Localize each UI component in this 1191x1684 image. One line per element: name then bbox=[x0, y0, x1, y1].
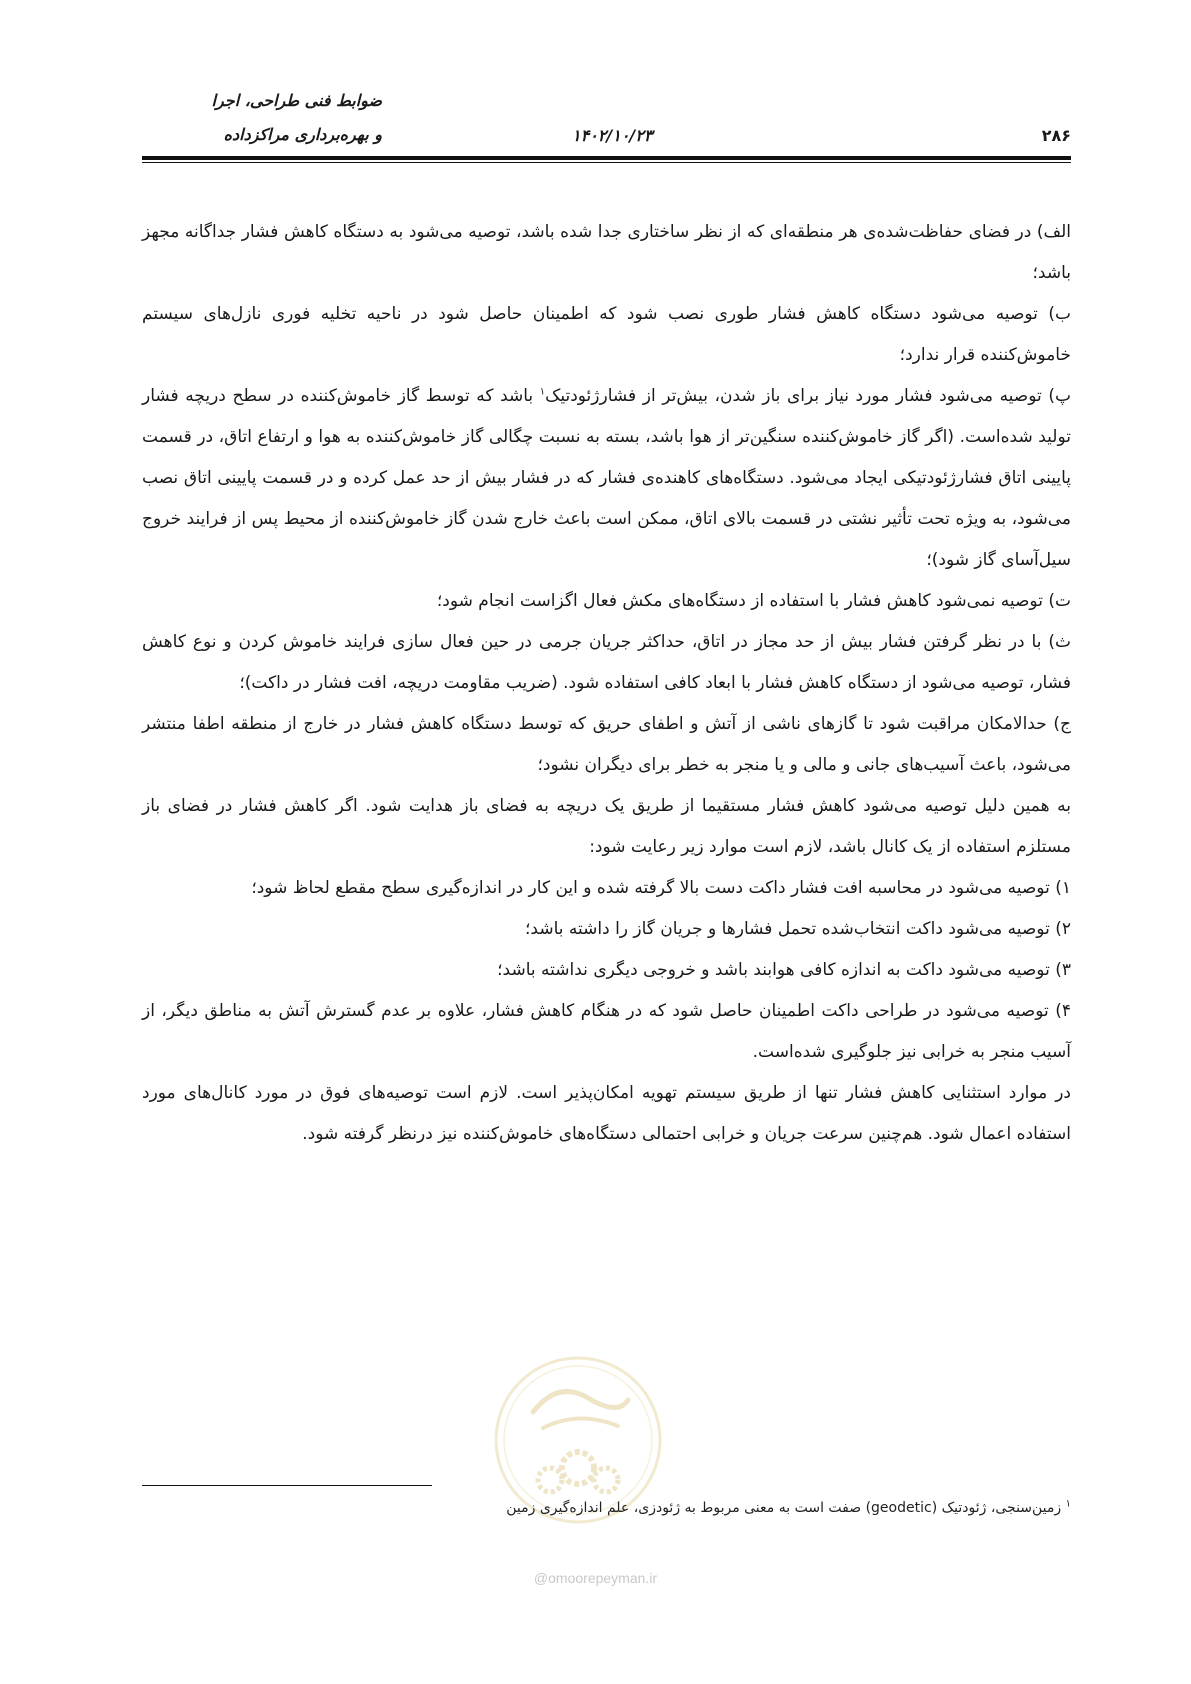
list-item-3: ۳) توصیه می‌شود داکت به اندازه کافی هوابند باشد و خروجی دیگری نداشته باشد؛ bbox=[497, 960, 1071, 980]
paragraph-pe-part1: پ) توصیه می‌شود فشار مورد نیاز برای باز شدن، بیش‌تر از فشارژئودتیک bbox=[545, 386, 1071, 406]
paragraph-closing: در موارد استثنایی کاهش فشار تنها از طریق سیستم تهویه امکان‌پذیر است. لازم است توصیه‌های فوق در مورد کانال‌های مورد استفاده اعمال شود. هم‌چنین سرعت جریان و خرابی احتمالی دستگاه‌های خاموش‌کننده نیز درنظر گرفته شود. bbox=[142, 1083, 1071, 1144]
paragraph-pe-part2: باشد که توسط گاز خاموش‌کننده در سطح دریچه فشار تولید شده‌است. (اگر گاز خاموش‌کننده سنگین‌تر از هوا باشد، بسته به نسبت چگالی گاز خاموش‌کننده به هوا و ارتفاع اتاق، در قسمت پایینی اتاق فشارژئودتیکی ایجاد می‌شود. دستگاه‌های کاهنده‌ی فشار که در فشار بیش از حد عمل کرده و در قسمت پایینی اتاق نصب می‌شود، به ویژه تحت تأثیر نشتی در قسمت بالای اتاق، ممکن است باعث خارج شدن گاز خاموش‌کننده از محیط پس از فرایند خروج سیل‌آسای گاز شود)؛ bbox=[142, 386, 1071, 570]
document-title-line2: و بهره‌برداری مراکزداده bbox=[223, 125, 382, 144]
footnote-reference[interactable]: ۱ bbox=[539, 386, 546, 398]
numbered-list bbox=[142, 868, 1071, 1073]
watermark-url: @omoorepeyman.ir bbox=[533, 1570, 658, 1586]
footnote-mark: ۱ bbox=[1065, 1498, 1071, 1510]
footnote-divider bbox=[142, 1485, 432, 1486]
header-divider-thin bbox=[142, 162, 1071, 163]
list-item-1: ۱) توصیه می‌شود در محاسبه افت فشار داکت دست بالا گرفته شده و این کار در اندازه‌گیری سطح مقطع لحاظ شود؛ bbox=[251, 878, 1071, 898]
footnote bbox=[506, 1500, 1071, 1516]
document-title-line1: ضوابط فنی طراحی، اجرا bbox=[211, 91, 382, 110]
paragraph-alef: الف) در فضای حفاظت‌شده‌ی هر منطقه‌ای که از نظر ساختاری جدا شده باشد، توصیه می‌شود به دستگاه کاهش فشار جداگانه مجهز باشد؛ bbox=[142, 222, 1071, 283]
paragraph-pe bbox=[142, 376, 1071, 581]
list-item-2: ۲) توصیه می‌شود داکت انتخاب‌شده تحمل فشارها و جریان گاز را داشته باشد؛ bbox=[525, 919, 1071, 939]
paragraph-intro-list: به همین دلیل توصیه می‌شود کاهش فشار مستقیما از طریق یک دریچه به فضای باز هدایت شود. اگر کاهش فشار در فضای باز مستلزم استفاده از یک کانال باشد، لازم است موارد زیر رعایت شود: bbox=[142, 796, 1071, 857]
paragraph-be: ب) توصیه می‌شود دستگاه کاهش فشار طوری نصب شود که اطمینان حاصل شود در ناحیه تخلیه فوری نازل‌های سیستم خاموش‌کننده قرار ندارد؛ bbox=[142, 304, 1071, 365]
paragraph-se: ث) با در نظر گرفتن فشار بیش از حد مجاز در اتاق، حداکثر جریان جرمی در حین فعال سازی فرایند خاموش کردن و نوع کاهش فشار، توصیه می‌شود از دستگاه کاهش فشار با ابعاد کافی استفاده شود. (ضریب مقاومت دریچه، افت فشار در داکت)؛ bbox=[142, 632, 1071, 693]
page-number: ۲۸۶ bbox=[1041, 126, 1071, 145]
document-title bbox=[142, 84, 382, 152]
paragraph-jim: ج) حدالامکان مراقبت شود تا گازهای ناشی از آتش و اطفای حریق که توسط دستگاه کاهش فشار در خارج از منطقه اطفا منتشر می‌شود، باعث آسیب‌های جانی و مالی و یا منجر به خطر برای دیگران نشود؛ bbox=[142, 714, 1071, 775]
paragraph-te: ت) توصیه نمی‌شود کاهش فشار با استفاده از دستگاه‌های مکش فعال اگزاست انجام شود؛ bbox=[436, 591, 1071, 611]
page-header bbox=[142, 78, 1071, 148]
footnote-text: زمین‌سنجی، ژئودتیک (geodetic) صفت است به معنی مربوط به ژئودزی، علم اندازه‌گیری زمین bbox=[506, 1500, 1062, 1516]
page-body bbox=[142, 212, 1071, 1155]
header-date: ۱۴۰۲/۱۰/۲۳ bbox=[572, 126, 653, 145]
header-divider-thick bbox=[142, 156, 1071, 160]
list-item-4: ۴) توصیه می‌شود در طراحی داکت اطمینان حاصل شود که در هنگام کاهش فشار، علاوه بر عدم گسترش آتش به مناطق دیگر، از آسیب منجر به خرابی نیز جلوگیری شده‌است. bbox=[142, 1001, 1071, 1062]
